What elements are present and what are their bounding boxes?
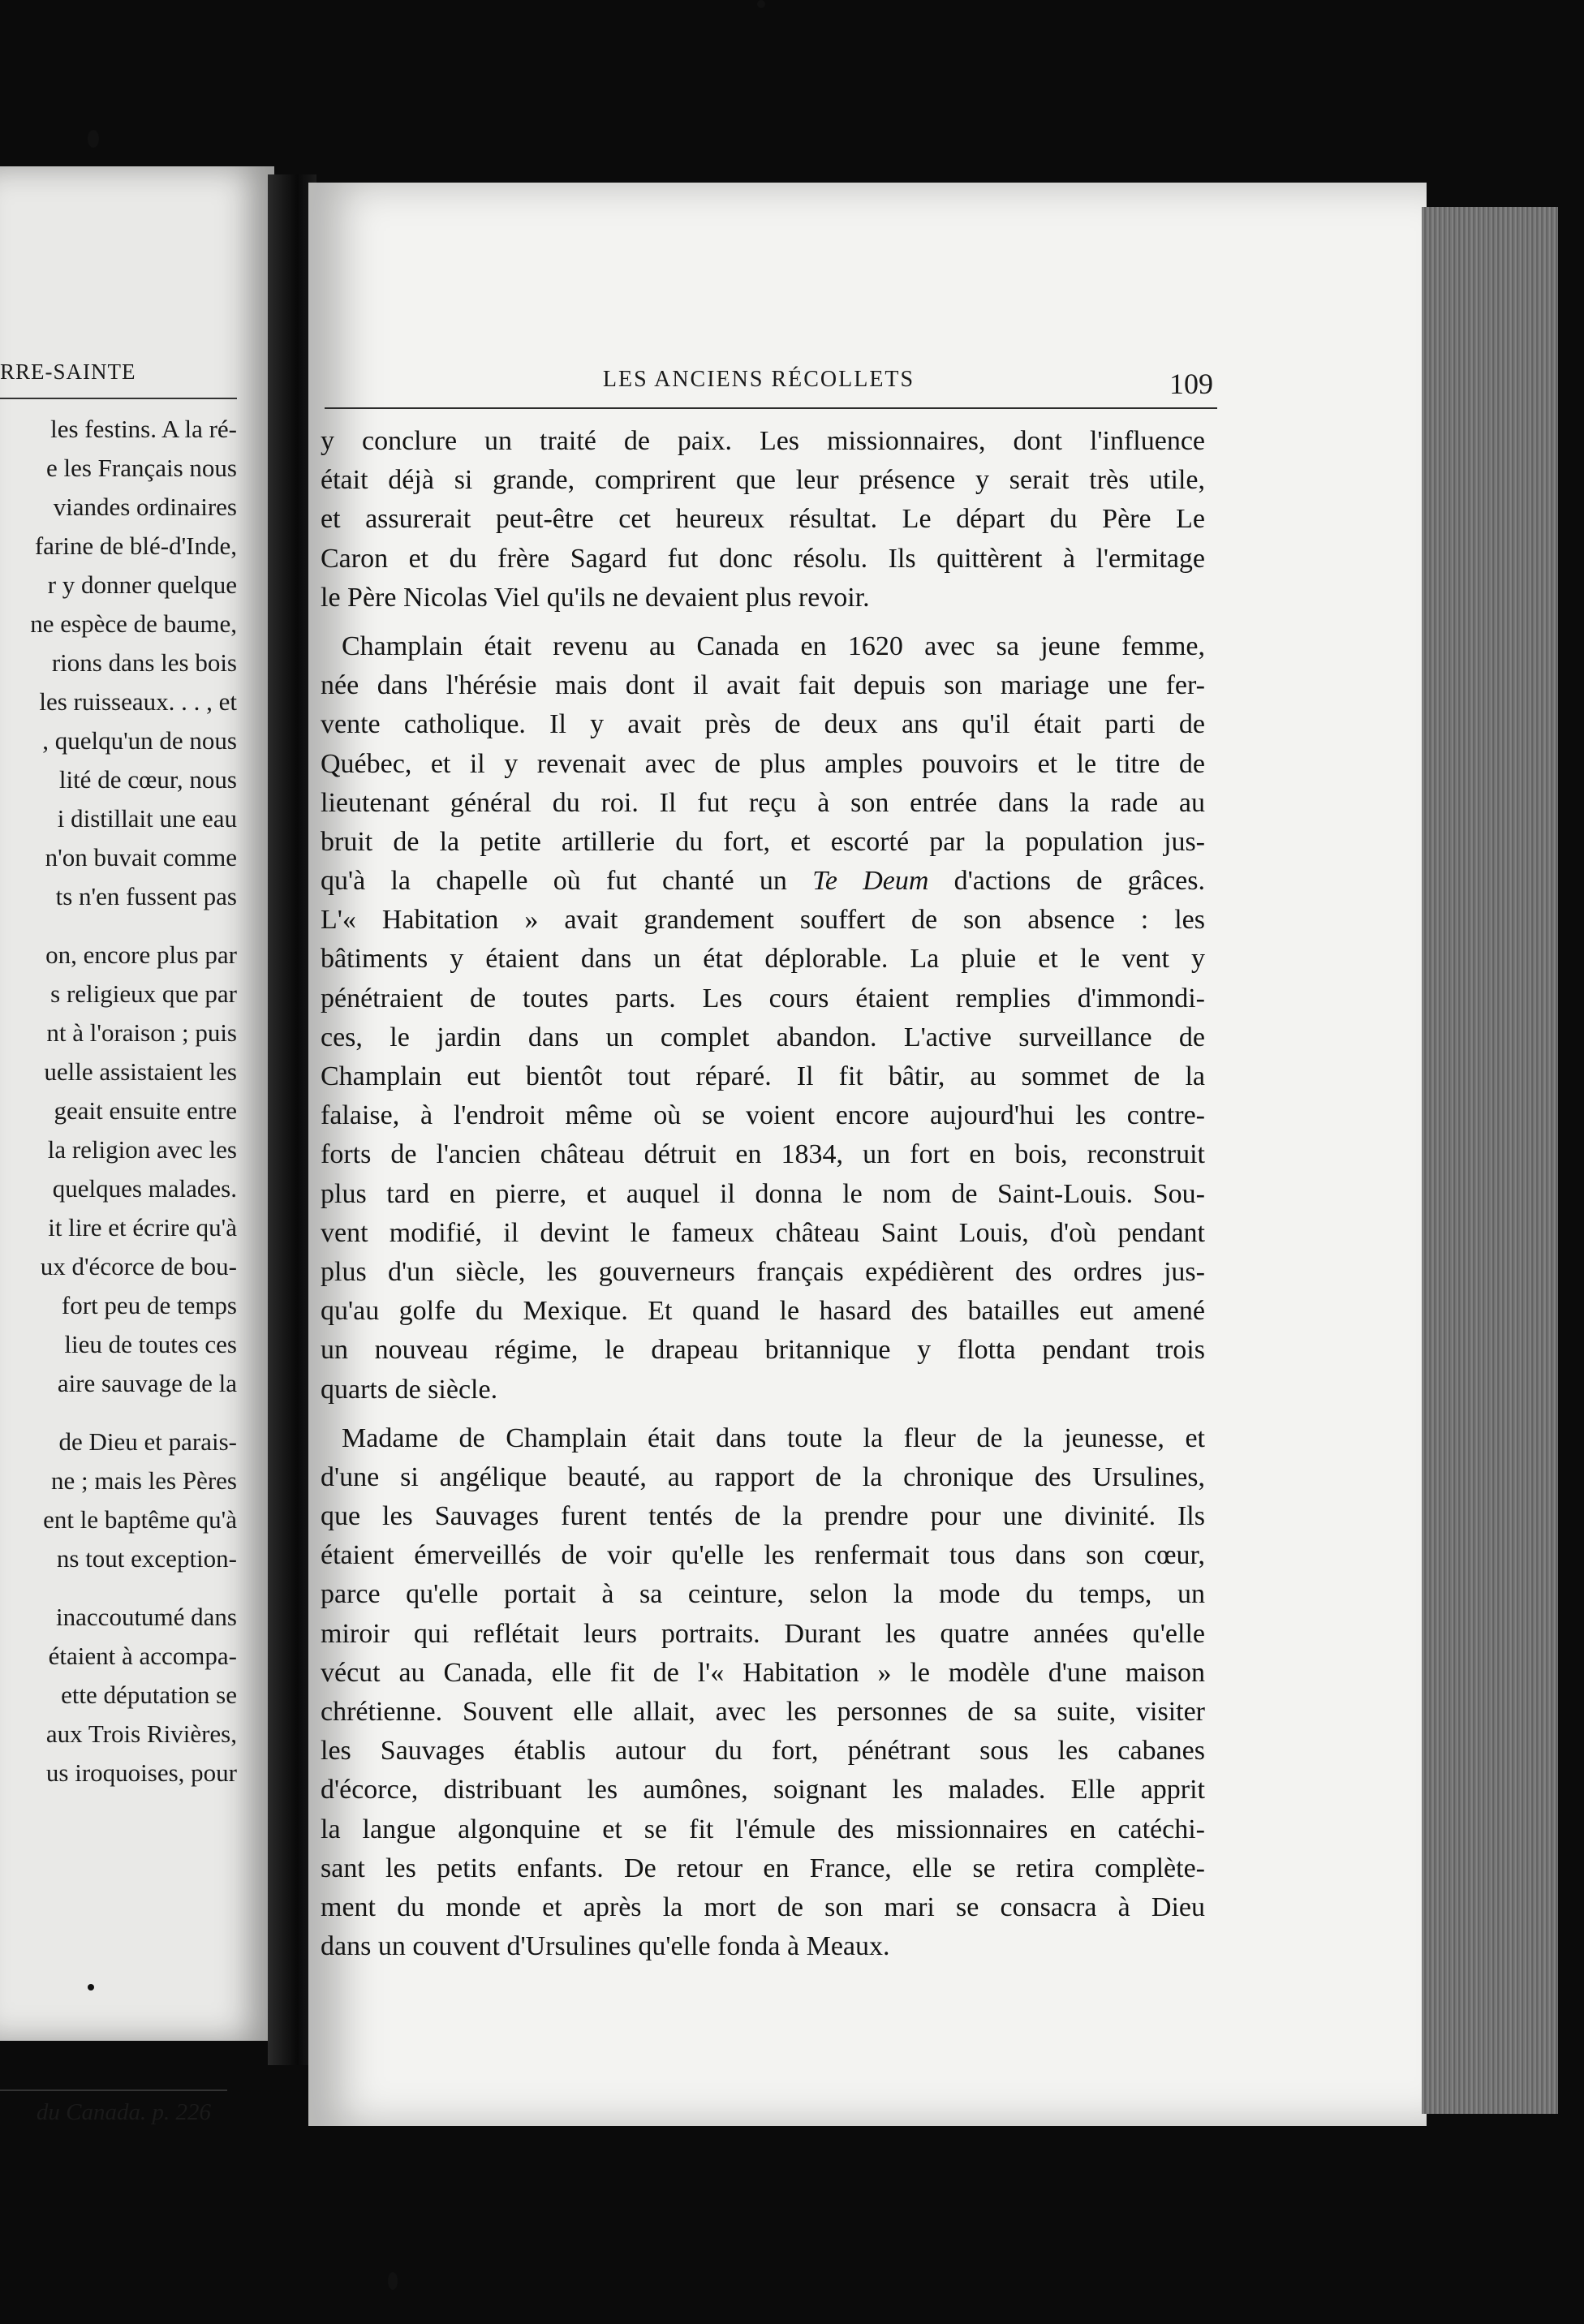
body-text-line: vente catholique. Il y avait près de deux ans qu'il était parti de xyxy=(321,709,1205,740)
left-text-line: ne ; mais les Pères xyxy=(50,1466,237,1495)
left-page xyxy=(0,166,274,2125)
left-text-line: i distillait une eau xyxy=(57,804,237,833)
left-text-line: n'on buvait comme xyxy=(45,843,237,872)
left-text-line: ts n'en fussent pas xyxy=(55,882,237,910)
left-page-text xyxy=(0,410,237,1792)
left-text-line xyxy=(0,916,237,936)
left-text-line: ux d'écorce de bou- xyxy=(40,1252,237,1280)
left-text-line: aire sauvage de la xyxy=(57,1369,237,1397)
left-text-line: étaient à accompa- xyxy=(48,1642,237,1670)
body-text-line: forts de l'ancien château détruit en 1834, un fort en bois, reconstruit xyxy=(321,1139,1205,1170)
header-rule xyxy=(325,407,1217,409)
left-text-line: de Dieu et parais- xyxy=(58,1427,237,1456)
body-text-line: ces, le jardin dans un complet abandon. L'active surveillance de xyxy=(321,1022,1205,1052)
left-text-line: e les Français nous xyxy=(45,454,237,482)
body-text-line: bâtiments y étaient dans un état déplorable. La pluie et le vent y xyxy=(321,944,1205,975)
left-text-line: lieu de toutes ces xyxy=(64,1330,237,1358)
left-text-line xyxy=(0,1403,237,1422)
left-text-line: uelle assistaient les xyxy=(44,1057,237,1086)
left-text-line: aux Trois Rivières, xyxy=(45,1719,237,1748)
left-text-line: ent le baptême qu'à xyxy=(43,1505,237,1534)
paragraph-gap xyxy=(321,1409,1205,1419)
scan-speck xyxy=(388,2272,398,2290)
body-text-line: bruit de la petite artillerie du fort, et escorté par la population jus- xyxy=(321,826,1205,857)
body-text-line: les Sauvages établis autour du fort, pénétrant sous les cabanes xyxy=(321,1736,1205,1767)
left-text-line xyxy=(0,1578,237,1598)
body-text-line: parce qu'elle portait à sa ceinture, selon la mode du temps, un xyxy=(321,1579,1205,1610)
scan-speck xyxy=(88,1984,94,1990)
left-text-line: les festins. A la ré- xyxy=(50,415,237,443)
body-text-line: pénétraient de toutes parts. Les cours étaient remplies d'immondi- xyxy=(321,983,1205,1014)
body-text-line: la langue algonquine et se fit l'émule des missionnaires en catéchi- xyxy=(321,1814,1205,1844)
left-text-line: lité de cœur, nous xyxy=(58,765,237,794)
body-text-line: lieutenant général du roi. Il fut reçu à son entrée dans la rade au xyxy=(321,787,1205,818)
body-text-line: que les Sauvages furent tentés de la prendre pour une divinité. Ils xyxy=(321,1501,1205,1532)
body-text-line: plus d'un siècle, les gouverneurs français expédièrent des ordres jus- xyxy=(321,1256,1205,1287)
left-text-line: inaccoutumé dans xyxy=(56,1603,237,1631)
left-text-line: ne espèce de baume, xyxy=(30,609,237,638)
body-text-line: ment du monde et après la mort de son mari se consacra à Dieu xyxy=(321,1891,1205,1922)
left-text-line: nt à l'oraison ; puis xyxy=(46,1018,237,1047)
left-text-line: ns tout exception- xyxy=(56,1544,237,1573)
body-text-line: Québec, et il y revenait avec de plus amples pouvoirs et le titre de xyxy=(321,748,1205,779)
left-text-line: viandes ordinaires xyxy=(53,493,237,521)
left-header-rule xyxy=(0,398,237,399)
left-text-line: geait ensuite entre xyxy=(54,1096,237,1125)
running-head: LES ANCIENS RÉCOLLETS xyxy=(602,367,915,392)
body-text-line: Caron et du frère Sagard fut donc résolu. Ils quittèrent à l'ermitage xyxy=(321,543,1205,574)
body-text-line: chrétienne. Souvent elle allait, avec les personnes de sa suite, visiter xyxy=(321,1697,1205,1727)
body-text-line: d'une si angélique beauté, au rapport de la chronique des Ursulines, xyxy=(321,1461,1205,1492)
left-text-line: s religieux que par xyxy=(50,979,237,1008)
body-text-line: qu'au golfe du Mexique. Et quand le hasard des batailles eut amené xyxy=(321,1296,1205,1327)
body-text-line: était déjà si grande, comprirent que leur présence y serait très utile, xyxy=(321,465,1205,496)
left-text-line: r y donner quelque xyxy=(47,570,237,599)
paragraph-gap xyxy=(321,618,1205,627)
body-text-line: le Père Nicolas Viel qu'ils ne devaient plus revoir. xyxy=(321,582,870,613)
left-text-line: , quelqu'un de nous xyxy=(42,726,237,755)
left-text-line: on, encore plus par xyxy=(45,940,237,969)
body-text-line: y conclure un traité de paix. Les missionnaires, dont l'influence xyxy=(321,426,1205,456)
page-block-edge xyxy=(1422,207,1558,2114)
body-text-line: falaise, à l'endroit même où se voient encore aujourd'hui les contre- xyxy=(321,1100,1205,1131)
body-text-line: plus tard en pierre, et auquel il donna le nom de Saint-Louis. Sou- xyxy=(321,1178,1205,1209)
body-text-line: L'« Habitation » avait grandement souffert de son absence : les xyxy=(321,905,1205,936)
body-text-line: Champlain était revenu au Canada en 1620 avec sa jeune femme, xyxy=(342,630,1205,661)
body-text-line: un nouveau régime, le drapeau britannique y flotta pendant trois xyxy=(321,1335,1205,1366)
left-text-line: quelques malades. xyxy=(52,1174,237,1203)
left-text-line: les ruisseaux. . . , et xyxy=(39,687,237,716)
body-text-line: quarts de siècle. xyxy=(321,1374,498,1405)
body-text-line: née dans l'hérésie mais dont il avait fait depuis son mariage une fer- xyxy=(321,670,1205,701)
body-text-line: vécut au Canada, elle fit de l'« Habitation » le modèle d'une maison xyxy=(321,1657,1205,1688)
body-text-line: dans un couvent d'Ursulines qu'elle fonda à Meaux. xyxy=(321,1931,890,1962)
body-text-line: et assurerait peut-être cet heureux résultat. Le départ du Père Le xyxy=(321,504,1205,535)
left-footnote: du Canada. p. 226 xyxy=(36,2099,211,2125)
left-text-line: farine de blé-d'Inde, xyxy=(34,532,237,560)
body-text-line: d'écorce, distribuant les aumônes, soignant les malades. Elle apprit xyxy=(321,1775,1205,1805)
scan-speck xyxy=(88,130,99,148)
left-text-line: us iroquoises, pour xyxy=(45,1758,237,1787)
left-text-line: la religion avec les xyxy=(47,1135,237,1164)
scan-speck xyxy=(757,0,765,8)
body-text-line: qu'à la chapelle où fut chanté un Te Deum d'actions de grâces. xyxy=(321,866,1206,897)
left-text-line: it lire et écrire qu'à xyxy=(48,1213,237,1242)
body-text-line: Champlain eut bientôt tout réparé. Il fit bâtir, au sommet de la xyxy=(321,1061,1205,1091)
body-text-line: vent modifié, il devint le fameux château Saint Louis, d'où pendant xyxy=(321,1217,1205,1248)
body-text-line: sant les petits enfants. De retour en France, elle se retira complète- xyxy=(321,1853,1205,1883)
body-text-line: étaient émerveillés de voir qu'elle les renfermait tous dans son cœur, xyxy=(321,1540,1205,1571)
left-text-line: fort peu de temps xyxy=(61,1291,237,1319)
body-text-line: Madame de Champlain était dans toute la fleur de la jeunesse, et xyxy=(342,1422,1205,1453)
left-text-line: rions dans les bois xyxy=(51,648,237,677)
body-text-line: miroir qui reflétait leurs portraits. Durant les quatre années qu'elle xyxy=(321,1618,1205,1649)
left-footnote-rule xyxy=(0,2089,227,2091)
body-text xyxy=(321,422,1205,1966)
left-text-line: ette députation se xyxy=(61,1681,237,1709)
page-number: 109 xyxy=(1169,368,1213,400)
left-running-head: RRE-SAINTE xyxy=(0,359,136,384)
